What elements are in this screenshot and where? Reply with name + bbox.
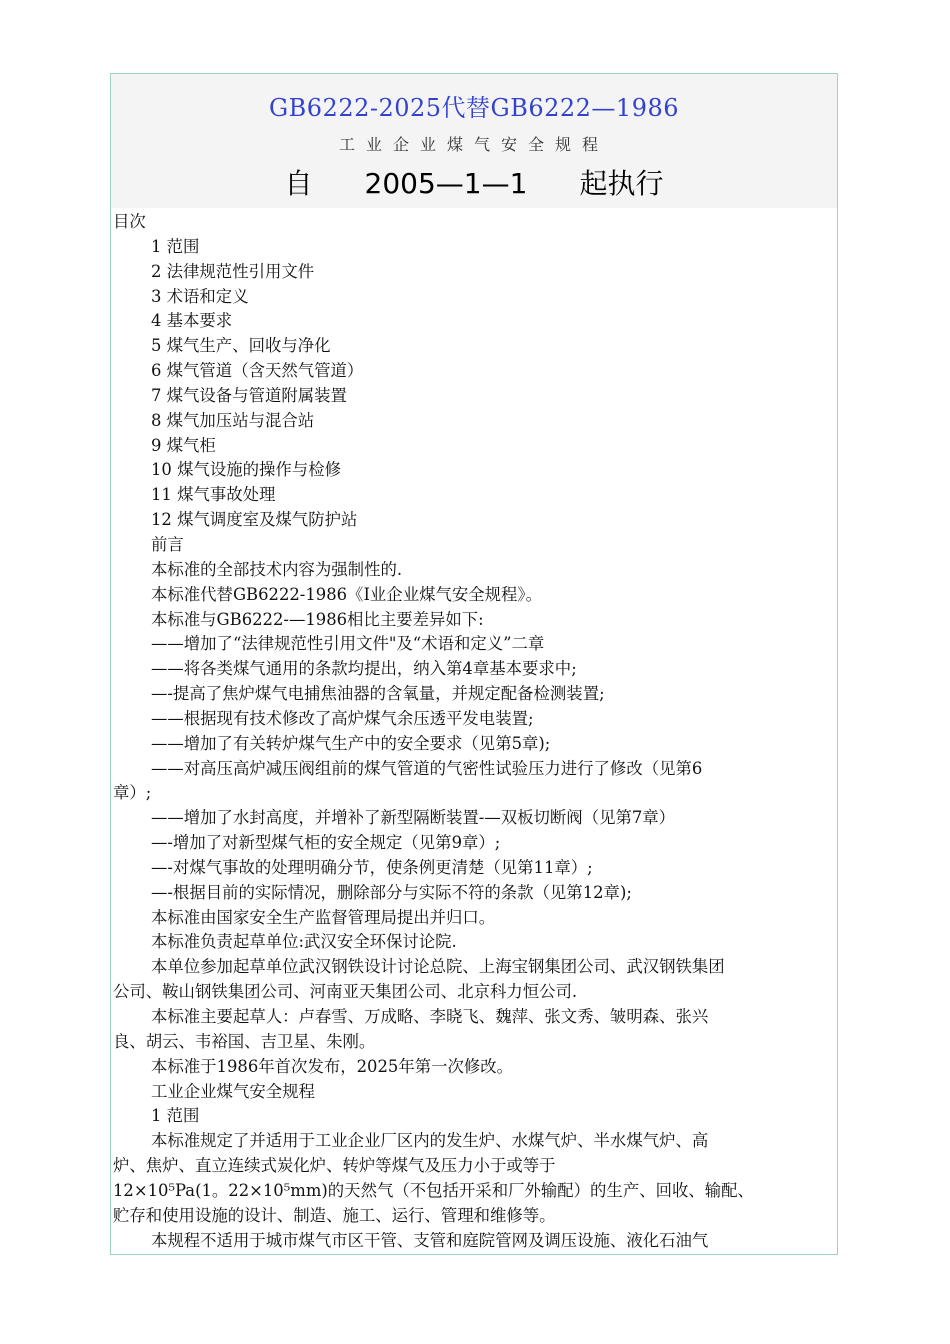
standard-code-title: GB6222-2025代替GB6222—1986 — [268, 94, 680, 122]
section-line: 本规程不适用于城市煤气市区干管、支管和庭院管网及调压设施、液化石油气 — [151, 1230, 709, 1250]
toc-item: 6 煤气管道（含天然气管道） — [151, 361, 364, 381]
preface-line: ——将各类煤气通用的条款均提出，纳入第4章基本要求中; — [151, 659, 577, 679]
preface-line: ——根据现有技术修改了高炉煤气余压透平发电装置; — [151, 708, 534, 728]
toc-item: 12 煤气调度室及煤气防护站 — [151, 510, 358, 530]
preface-line: 本标准负责起草单位:武汉安全环保讨论院. — [151, 932, 457, 952]
preface-heading: 前言 — [151, 534, 184, 554]
section-line: 本标准规定了并适用于工业企业厂区内的发生炉、水煤气炉、半水煤气炉、高 — [151, 1131, 709, 1151]
toc-item: 8 煤气加压站与混合站 — [151, 410, 315, 430]
section-line: 贮存和使用设施的设计、制造、施工、运行、管理和维修等。 — [113, 1205, 556, 1225]
date-prefix: 自 — [284, 167, 313, 200]
preface-line: —-根据目前的实际情况，删除部分与实际不符的条款（见第12章); — [151, 882, 632, 902]
preface-line: ——增加了有关转炉煤气生产中的安全要求（见第5章); — [151, 733, 551, 753]
toc-item: 11 煤气事故处理 — [151, 485, 276, 505]
preface-line: —-增加了对新型煤气柜的安全规定（见第9章）; — [151, 833, 501, 853]
section-line: 炉、焦炉、直立连续式炭化炉、转炉等煤气及压力小于或等于 — [113, 1156, 556, 1176]
document-header — [111, 74, 837, 208]
section-line: 12×10⁵Pa(1。22×10⁵mm)的天然气（不包括开采和厂外输配）的生产、回收、输配、 — [113, 1180, 754, 1200]
toc-item: 10 煤气设施的操作与检修 — [151, 460, 341, 480]
preface-line: 本标准由国家安全生产监督管理局提出并归口。 — [151, 907, 496, 927]
section-title: 工业企业煤气安全规程 — [151, 1081, 315, 1101]
preface-line: 本标准主要起草人：卢春雪、万成略、李晓飞、魏萍、张文秀、皱明森、张兴 — [151, 1007, 709, 1026]
preface-line: ——增加了水封高度，并增补了新型隔断装置-—双板切断阀（见第7章） — [151, 808, 676, 828]
effective-date-line — [111, 162, 837, 202]
preface-line: 本标准与GB6222-—1986相比主要差异如下: — [151, 609, 484, 629]
preface-line: 本标准于1986年首次发布，2025年第一次修改。 — [151, 1056, 514, 1076]
preface-line: ——对高压高炉减压阀组前的煤气管道的气密性试验压力进行了修改（见第6 — [151, 758, 703, 778]
preface-line: 本单位参加起草单位武汉钢铁设计讨论总院、上海宝钢集团公司、武汉钢铁集团 — [151, 957, 725, 977]
standard-subtitle: 工业企业煤气安全规程 — [338, 135, 609, 154]
date-suffix: 起执行 — [579, 167, 664, 200]
preface-line: 本标准代替GB6222-1986《I业企业煤气安全规程》。 — [151, 584, 543, 604]
preface-line: —-提高了焦炉煤气电捕焦油器的含氧量，并规定配备检测装置; — [151, 684, 605, 704]
toc-item: 4 基本要求 — [151, 311, 233, 331]
preface-line: 良、胡云、韦裕国、吉卫星、朱刚。 — [113, 1031, 376, 1051]
section-heading: 1 范围 — [151, 1106, 200, 1126]
preface-line: 本标准的全部技术内容为强制性的. — [151, 559, 403, 579]
toc-item: 3 术语和定义 — [151, 286, 249, 306]
document-frame — [110, 73, 838, 1255]
preface-line: —-对煤气事故的处理明确分节，使条例更清楚（见第11章）; — [151, 857, 593, 877]
document-body — [113, 210, 829, 1253]
toc-item: 2 法律规范性引用文件 — [151, 261, 315, 281]
toc-item: 1 范围 — [151, 236, 200, 256]
toc-item: 5 煤气生产、回收与净化 — [151, 336, 331, 356]
toc-item: 7 煤气设备与管道附属装置 — [151, 385, 347, 405]
date-value: 2005—1—1 — [364, 167, 528, 200]
toc-heading: 目次 — [113, 212, 146, 231]
preface-line: 公司、鞍山钢铁集团公司、河南亚天集团公司、北京科力恒公司. — [113, 982, 578, 1002]
preface-line: 章）; — [113, 783, 152, 803]
toc-item: 9 煤气柜 — [151, 435, 216, 455]
preface-line: ——增加了“法律规范性引用文件"及“术语和定义”二章 — [151, 634, 545, 654]
